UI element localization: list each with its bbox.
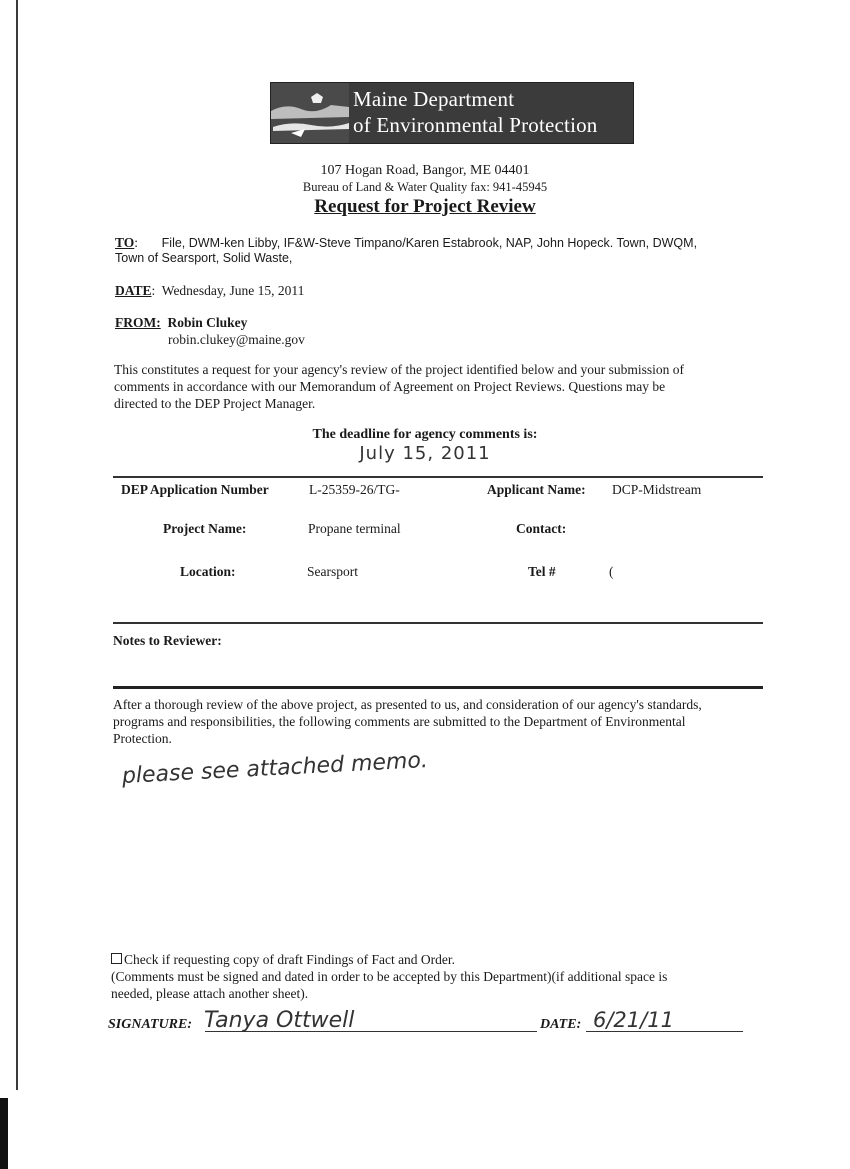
from-email: robin.clukey@maine.gov [168, 332, 305, 347]
applicant-value: DCP-Midstream [612, 482, 702, 497]
from-label: FROM: [115, 315, 161, 330]
applicant-label: Applicant Name: [487, 482, 586, 497]
handwritten-comment: please see attached memo. [121, 747, 429, 789]
app-number-value: L-25359-26/TG- [309, 482, 400, 497]
date-value: Wednesday, June 15, 2011 [161, 283, 305, 298]
page-title: Request for Project Review [314, 196, 536, 217]
tel-value: ( [609, 564, 614, 579]
location-label: Location: [180, 564, 236, 579]
intro-line1: This constitutes a request for your agency's review of the project identified below and your submission of [114, 362, 685, 377]
address: 107 Hogan Road, Bangor, ME 04401 [320, 163, 530, 178]
to-label: TO [115, 235, 135, 250]
draft-findings-row [111, 952, 455, 968]
app-number-label: DEP Application Number [121, 482, 269, 497]
location-value: Searsport [307, 564, 358, 579]
review-line1: After a thorough review of the above project, as presented to us, and consideration of our agency's standards, [113, 697, 702, 712]
scan-border [0, 1098, 8, 1169]
draft-findings-label: Check if requesting copy of draft Findings of Fact and Order. [124, 952, 456, 967]
date-sign-label: DATE: [540, 1017, 582, 1032]
review-line2: programs and responsibilities, the following comments are submitted to the Department of Environmental [113, 714, 686, 729]
notes-label: Notes to Reviewer: [113, 633, 222, 648]
logo-line1: Maine Department [353, 87, 515, 111]
dep-logo [270, 82, 634, 144]
intro-line3: directed to the DEP Project Manager. [114, 396, 316, 411]
to-recipients-1: File, DWM-ken Libby, IF&W-Steve Timpano/Karen Estabrook, NAP, John Hopeck. Town, DWQM, [161, 236, 698, 250]
from-name: Robin Clukey [167, 315, 248, 330]
maine-landscape-icon [271, 83, 349, 143]
signature-value: Tanya Ottwell [204, 1008, 355, 1033]
deadline-value: July 15, 2011 [359, 443, 491, 464]
review-line3: Protection. [113, 731, 172, 746]
contact-label: Contact: [516, 521, 567, 536]
date-sign-value: 6/21/11 [593, 1008, 674, 1032]
footer-note-1: (Comments must be signed and dated in order to be accepted by this Department)(if additional space is [111, 969, 668, 984]
logo-line2: of Environmental Protection [353, 113, 598, 137]
signature-label: SIGNATURE: [108, 1017, 193, 1032]
project-name-value: Propane terminal [308, 521, 401, 536]
project-name-label: Project Name: [163, 521, 247, 536]
tel-label: Tel # [528, 564, 556, 579]
footer-note-2: needed, please attach another sheet). [111, 986, 309, 1001]
draft-findings-checkbox[interactable] [111, 953, 122, 964]
deadline-label: The deadline for agency comments is: [312, 427, 538, 442]
date-row: DATE: Wednesday, June 15, 2011 [115, 283, 305, 298]
to-recipients-2: Town of Searsport, Solid Waste, [115, 251, 293, 265]
bureau-fax: Bureau of Land & Water Quality fax: 941-45945 [302, 180, 548, 194]
divider-thick [113, 686, 763, 689]
to-line1: TO: File, DWM-ken Libby, IF&W-Steve Timpano/Karen Estabrook, NAP, John Hopeck. Town, DWQM, [115, 235, 698, 250]
divider [113, 622, 763, 624]
divider [113, 476, 763, 478]
intro-line2: comments in accordance with our Memorandum of Agreement on Project Reviews. Questions may be [114, 379, 666, 394]
date-label: DATE [115, 283, 152, 298]
from-row [115, 315, 247, 331]
